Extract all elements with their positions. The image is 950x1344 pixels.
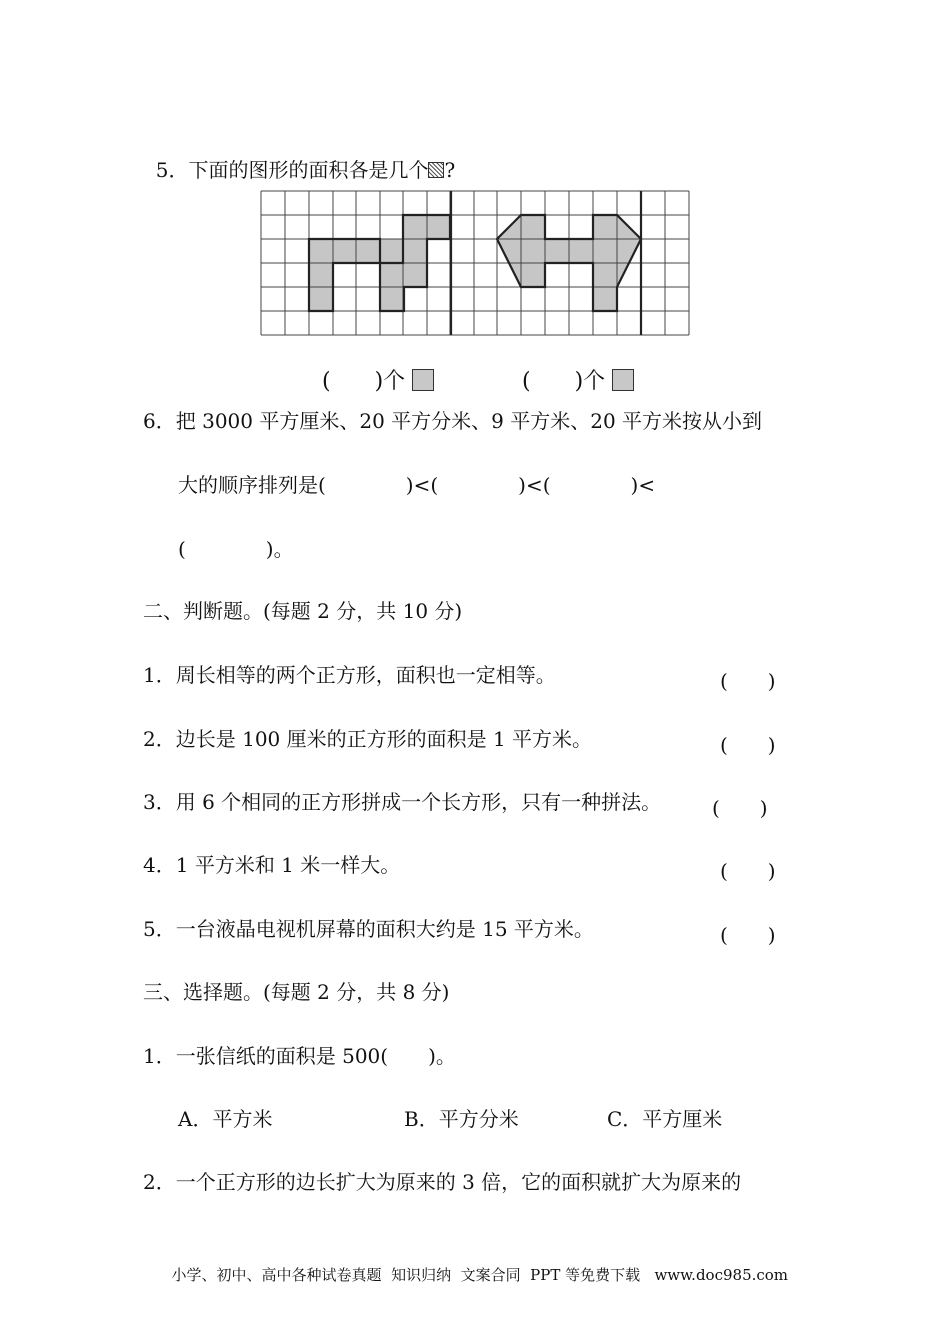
s2-item-5-answer-bracket[interactable]: ( ) [720,923,776,947]
q5-prompt: 下面的图形的面积各是几个 [188,158,429,182]
q6-line2: 大的顺序排列是( )<( )<( )< [178,473,656,497]
q5-left-answer: ( )个 [308,347,434,393]
s2-item-3-answer-bracket[interactable]: ( ) [712,796,768,820]
s2-item-4: 4．1 平方米和 1 米一样大。 [143,853,401,877]
q6-line1: 6．把 3000 平方厘米、20 平方分米、9 平方米、20 平方米按从小到 [143,409,763,433]
s2-item-5: 5．一台液晶电视机屏幕的面积大约是 15 平方米。 [143,917,594,941]
grid-lines [261,191,689,335]
s3-q1: 1．一张信纸的面积是 500( )。 [143,1044,456,1068]
section3-title: 三、选择题。(每题 2 分，共 8 分) [143,980,450,1004]
q5-right-answer: ( )个 [508,347,634,393]
s3-q2: 2．一个正方形的边长扩大为原来的 3 倍，它的面积就扩大为原来的 [143,1170,742,1194]
q6-line3: ( )。 [178,537,294,561]
s3-q1-option-c[interactable]: C．平方厘米 [607,1107,723,1131]
q5-line [143,140,455,180]
q5-prompt-tail: ? [444,158,456,182]
section2-title: 二、判断题。(每题 2 分，共 10 分) [143,599,463,623]
s2-item-1-answer-bracket[interactable]: ( ) [720,669,776,693]
q5-number: 5． [155,158,189,182]
s2-item-4-answer-bracket[interactable]: ( ) [720,859,776,883]
hatched-square-icon [428,162,444,178]
s2-item-2-answer-bracket[interactable]: ( ) [720,733,776,757]
unit-square-icon [612,369,634,391]
s3-q1-option-b[interactable]: B．平方分米 [404,1107,519,1131]
s2-item-2: 2．边长是 100 厘米的正方形的面积是 1 平方米。 [143,727,593,751]
s3-q1-option-a[interactable]: A．平方米 [178,1107,273,1131]
area-grid-figure [255,185,695,337]
s2-item-1: 1．周长相等的两个正方形，面积也一定相等。 [143,663,556,687]
s2-item-3: 3．用 6 个相同的正方形拼成一个长方形，只有一种拼法。 [143,790,662,814]
footer [162,1246,788,1285]
footer-text: 小学、初中、高中各种试卷真题 知识归纳 文案合同 PPT 等免费下载 [171,1266,641,1284]
unit-square-icon [412,369,434,391]
footer-url[interactable]: www.doc985.com [654,1266,789,1284]
